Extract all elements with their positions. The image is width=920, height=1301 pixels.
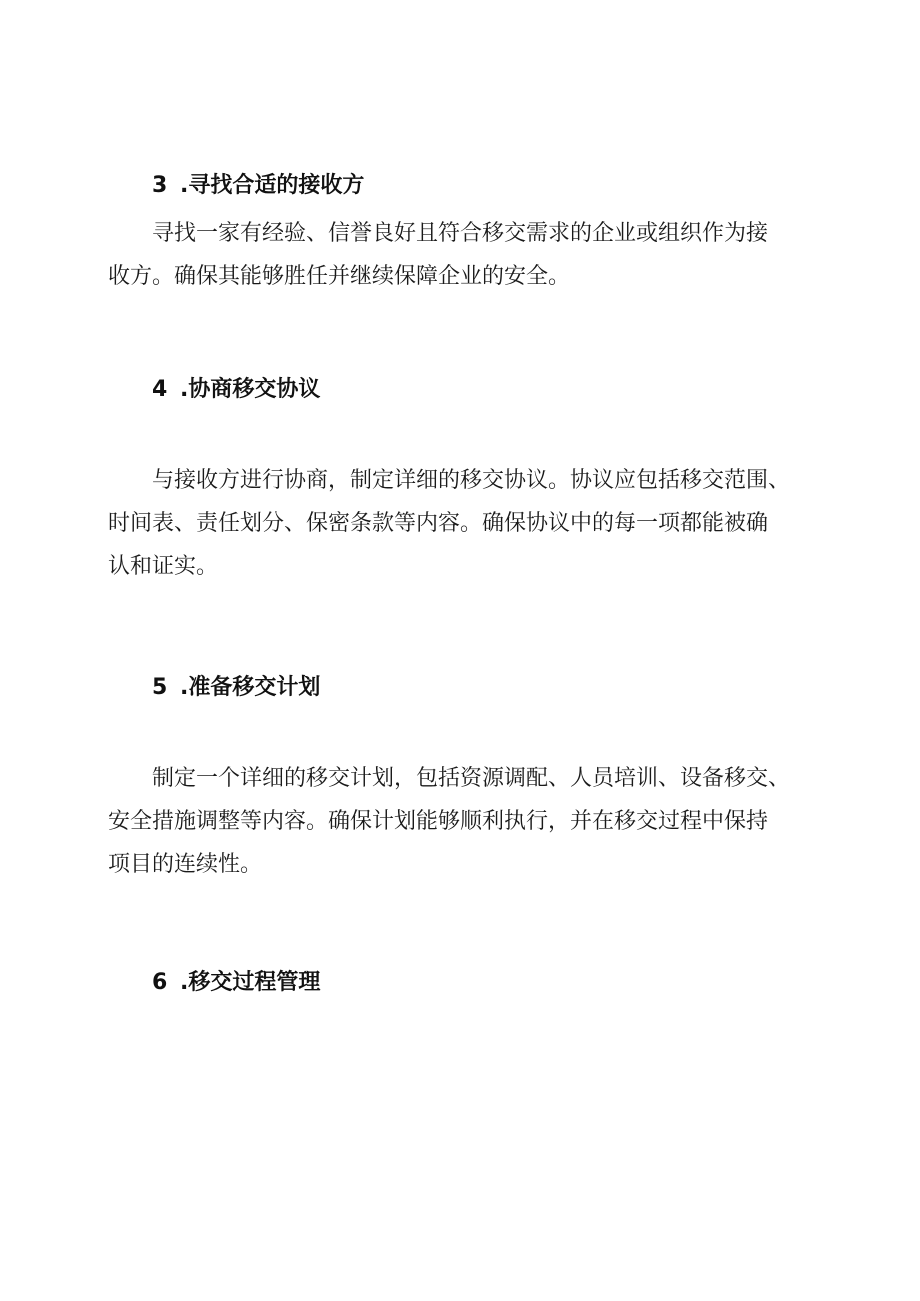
section-6-title: .移交过程管理: [180, 970, 321, 995]
section-3-number: 3: [152, 173, 168, 198]
paragraph-line: 项目的连续性。: [108, 852, 263, 877]
paragraph-line: 安全措施调整等内容。确保计划能够顺利执行，并在移交过程中保持: [108, 809, 769, 834]
section-5-heading: [152, 674, 320, 702]
paragraph-line: 时间表、责任划分、保密条款等内容。确保协议中的每一项都能被确: [108, 511, 769, 536]
section-6-heading: [152, 969, 320, 997]
paragraph-line: 认和证实。: [108, 554, 219, 579]
section-6-number: 6: [152, 970, 168, 995]
section-3-title: .寻找合适的接收方: [180, 173, 365, 198]
section-3-heading: [152, 172, 364, 200]
section-4-heading: [152, 376, 320, 404]
section-4-number: 4: [152, 377, 168, 402]
section-4-title: .协商移交协议: [180, 377, 321, 402]
section-5-number: 5: [152, 675, 168, 700]
paragraph-line: 收方。确保其能够胜任并继续保障企业的安全。: [108, 264, 571, 289]
paragraph-line: 与接收方进行协商，制定详细的移交协议。协议应包括移交范围、: [152, 468, 791, 493]
paragraph-line: 制定一个详细的移交计划，包括资源调配、人员培训、设备移交、: [152, 766, 791, 791]
section-5-paragraph: [108, 757, 820, 886]
section-5-title: .准备移交计划: [180, 675, 321, 700]
section-4-paragraph: [108, 459, 820, 588]
paragraph-line: 寻找一家有经验、信誉良好且符合移交需求的企业或组织作为接: [152, 221, 769, 246]
section-3-paragraph: [108, 212, 820, 298]
